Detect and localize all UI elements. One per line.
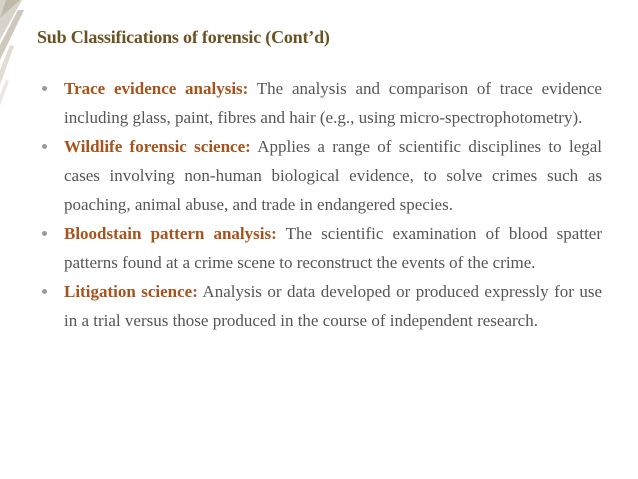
item-term: Wildlife forensic science:: [64, 137, 251, 156]
list-item-text: [64, 132, 602, 219]
item-description: Applies a range of scientific disciplines to legal cases involving non-human biological evidence, to solve crimes such as poaching, animal abuse, and trade in endangered species.: [64, 137, 603, 214]
bullet-icon: [42, 86, 47, 91]
item-term: Bloodstain pattern analysis:: [64, 224, 277, 243]
item-description: The scientific examination of blood spatter patterns found at a crime scene to reconstruct the events of the crime.: [64, 224, 602, 272]
slide-title: Sub Classifications of forensic (Cont’d): [37, 27, 330, 47]
item-description: The analysis and comparison of trace evidence including glass, paint, fibres and hair (e.g., using micro-spectrophotometry).: [64, 79, 602, 127]
bullet-list: [42, 74, 602, 335]
list-item: [42, 277, 602, 335]
list-item: [42, 219, 602, 277]
bullet-icon: [42, 144, 47, 149]
item-term: Litigation science:: [64, 282, 198, 301]
bullet-icon: [42, 289, 47, 294]
item-description: Analysis or data developed or produced expressly for use in a trial versus those produced in the course of independent research.: [64, 282, 603, 330]
corner-decoration: [0, 0, 30, 110]
list-item: [42, 132, 602, 219]
item-term: Trace evidence analysis:: [64, 79, 249, 98]
list-item: [42, 74, 602, 132]
list-item-text: [64, 277, 602, 335]
list-item-text: [64, 74, 602, 132]
list-item-text: [64, 219, 602, 277]
bullet-icon: [42, 231, 47, 236]
